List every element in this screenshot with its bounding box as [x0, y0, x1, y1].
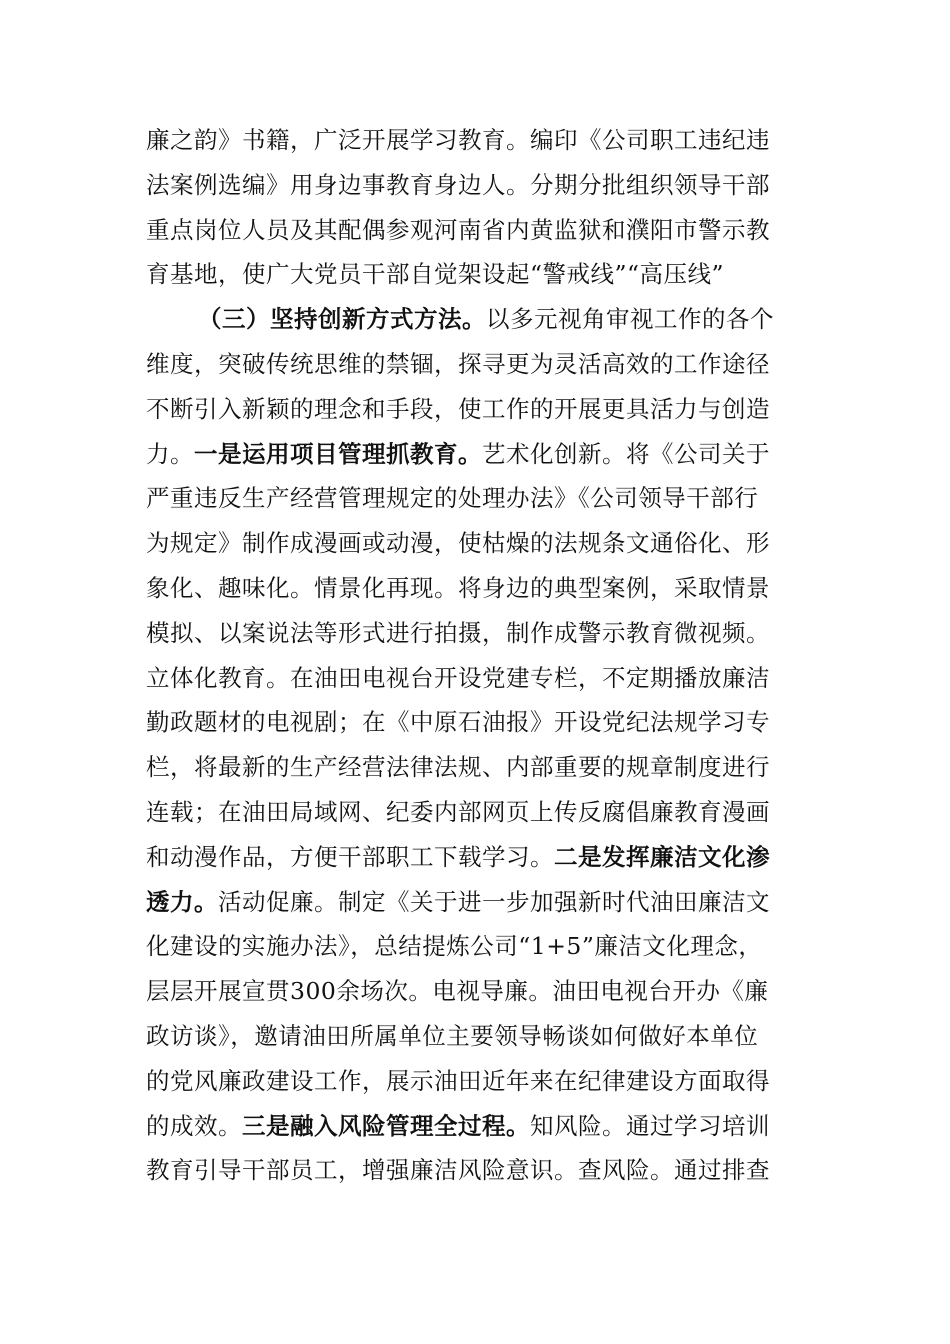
text-line [146, 1014, 806, 1059]
text-run: 的党风廉政建设工作，展示油田近年来在纪律建设方面取得 [146, 1066, 770, 1095]
text-run: 栏，将最新的生产经营法律法规、内部重要的规章制度进行 [146, 753, 770, 782]
text-run: 不断引入新颖的理念和手段，使工作的开展更具活力与创造 [146, 394, 770, 423]
text-line [146, 118, 806, 163]
text-run: 廉之韵》书籍，广泛开展学习教育。编印《公司职工违纪违 [146, 126, 770, 154]
text-line [146, 252, 806, 297]
text-line [146, 521, 806, 566]
text-run: 知风险。通过学习培训 [530, 1111, 770, 1140]
text-line [146, 342, 806, 387]
text-line [146, 656, 806, 701]
body-text [146, 118, 806, 1193]
text-run: 活动促廉。制定《关于进一步加强新时代油田廉洁文 [218, 887, 770, 916]
text-line [146, 208, 806, 253]
text-run: 力。 [146, 439, 194, 468]
text-run: 化建设的实施办法》，总结提炼公司“1+5”廉洁文化理念， [146, 932, 763, 961]
text-run: 勤政题材的电视剧；在《中原石油报》开设党纪法规学习专 [146, 708, 770, 737]
text-line [146, 835, 806, 880]
bold-text-run: 透力。 [146, 887, 218, 916]
text-run: 的成效。 [146, 1111, 242, 1140]
text-line [146, 1148, 806, 1193]
text-run: 维度，突破传统思维的禁锢，探寻更为灵活高效的工作途径 [146, 349, 770, 378]
bold-text-run: 三是融入风险管理全过程。 [242, 1111, 530, 1140]
text-line [146, 387, 806, 432]
text-run: 重点岗位人员及其配偶参观河南省内黄监狱和濮阳市警示教 [146, 215, 770, 244]
text-line [146, 297, 806, 342]
text-run: 和动漫作品，方便干部职工下载学习。 [146, 842, 554, 871]
text-line [146, 476, 806, 521]
bold-text-run: 二是发挥廉洁文化渗 [554, 842, 770, 871]
text-run: 育基地，使广大党员干部自觉架设起“警戒线”“高压线” [146, 260, 725, 289]
text-line [146, 790, 806, 835]
bold-text-run: 一是运用项目管理抓教育。 [194, 439, 482, 468]
text-line [146, 432, 806, 477]
text-line [146, 969, 806, 1014]
text-run: 为规定》制作成漫画或动漫，使枯燥的法规条文通俗化、形 [146, 529, 770, 558]
text-line [146, 880, 806, 925]
text-run: 模拟、以案说法等形式进行拍摄，制作成警示教育微视频。 [146, 618, 770, 647]
text-run: 艺术化创新。将《公司关于 [482, 439, 770, 468]
text-line [146, 924, 806, 969]
text-line [146, 566, 806, 611]
text-run: 立体化教育。在油田电视台开设党建专栏，不定期播放廉洁 [146, 663, 770, 692]
text-run: 以多元视角审视工作的各个 [486, 305, 774, 334]
text-run: 层层开展宣贯300余场次。电视导廉。油田电视台开办《廉 [146, 977, 769, 1006]
text-line [146, 745, 806, 790]
text-run: 连载；在油田局域网、纪委内部网页上传反腐倡廉教育漫画 [146, 797, 770, 826]
text-run: 严重违反生产经营管理规定的处理办法》《公司领导干部行 [146, 484, 759, 513]
text-line [146, 1104, 806, 1149]
bold-text-run: （三）坚持创新方式方法。 [198, 305, 486, 334]
text-line [146, 163, 806, 208]
text-run: 法案例选编》用身边事教育身边人。分期分批组织领导干部 [146, 170, 770, 199]
text-line [146, 700, 806, 745]
text-run: 政访谈》，邀请油田所属单位主要领导畅谈如何做好本单位 [146, 1021, 759, 1050]
text-line [146, 611, 806, 656]
text-run: 象化、趣味化。情景化再现。将身边的典型案例，采取情景 [146, 573, 770, 602]
text-run: 教育引导干部员工，增强廉洁风险意识。查风险。通过排查 [146, 1156, 770, 1185]
text-line [146, 1059, 806, 1104]
